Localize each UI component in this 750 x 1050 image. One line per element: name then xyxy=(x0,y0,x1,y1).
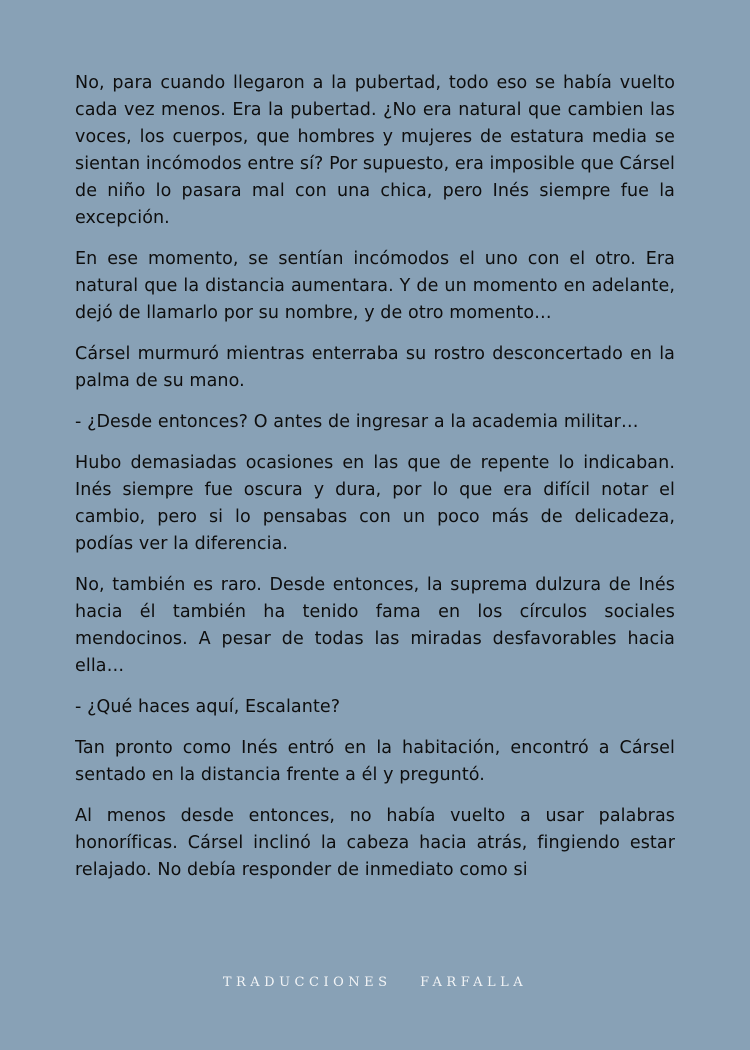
paragraph: Hubo demasiadas ocasiones en las que de repente lo indicaban. Inés siempre fue oscura y dura, por lo que era difícil notar el cambio, pero si lo pensabas con un poco más de delicadeza, podías ver la diferencia. xyxy=(75,453,675,554)
paragraph: - ¿Qué haces aquí, Escalante? xyxy=(75,697,341,717)
paragraph: Al menos desde entonces, no había vuelto a usar palabras honoríficas. Cársel inclinó la cabeza hacia atrás, fingiendo estar relajado. No debía responder de inmediato como si xyxy=(75,806,675,880)
page-body xyxy=(75,70,675,975)
footer-credit xyxy=(0,975,750,990)
paragraph: No, también es raro. Desde entonces, la suprema dulzura de Inés hacia él también ha tenido fama en los círculos sociales mendocinos. A pesar de todas las miradas desfavorables hacia ella… xyxy=(75,575,675,676)
paragraph: No, para cuando llegaron a la pubertad, todo eso se había vuelto cada vez menos. Era la pubertad. ¿No era natural que cambien las voces, los cuerpos, que hombres y mujeres de estatura media se sientan incómodos entre sí? Por supuesto, era imposible que Cársel de niño lo pasara mal con una chica, pero Inés siempre fue la excepción. xyxy=(75,73,675,228)
paragraph: En ese momento, se sentían incómodos el uno con el otro. Era natural que la distancia aumentara. Y de un momento en adelante, dejó de llamarlo por su nombre, y de otro momento… xyxy=(75,249,675,323)
footer-word-farfalla: FARFALLA xyxy=(420,975,528,990)
footer-word-traducciones: TRADUCCIONES xyxy=(222,975,392,990)
paragraph: - ¿Desde entonces? O antes de ingresar a la academia militar… xyxy=(75,412,639,432)
paragraph: Tan pronto como Inés entró en la habitación, encontró a Cársel sentado en la distancia frente a él y preguntó. xyxy=(75,738,675,785)
paragraph: Cársel murmuró mientras enterraba su rostro desconcertado en la palma de su mano. xyxy=(75,344,675,391)
